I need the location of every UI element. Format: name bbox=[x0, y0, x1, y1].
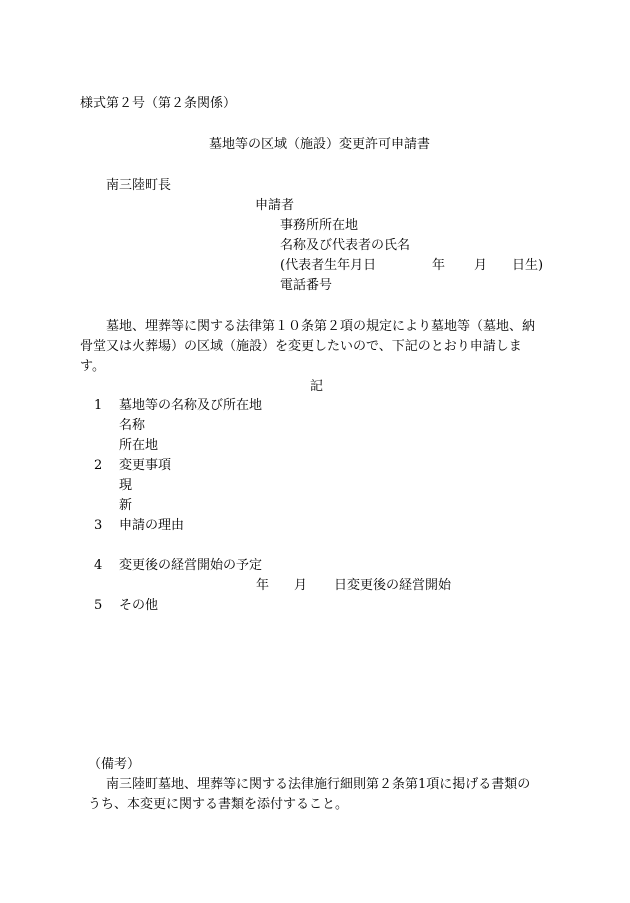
item-4-label: 変更後の経営開始の予定 bbox=[119, 558, 263, 573]
remarks-line-2: うち、本変更に関する書類を添付すること。 bbox=[88, 797, 349, 812]
ki-heading: 記 bbox=[310, 379, 324, 394]
page-title: 墓地等の区域（施設）変更許可申請書 bbox=[209, 137, 431, 152]
applicant-birth-day-suffix: 日生) bbox=[512, 258, 544, 273]
applicant-birth-month-label: 月 bbox=[474, 258, 488, 273]
applicant-birth-year-label: 年 bbox=[432, 258, 446, 273]
item-1-sub-name: 名称 bbox=[119, 418, 146, 433]
applicant-heading: 申請者 bbox=[255, 198, 295, 213]
item-5-number: 5 bbox=[94, 598, 103, 613]
applicant-phone: 電話番号 bbox=[280, 278, 333, 293]
applicant-name: 名称及び代表者の氏名 bbox=[280, 238, 411, 253]
item-4-number: 4 bbox=[94, 558, 103, 573]
body-line-2: 骨堂又は火葬場）の区域（施設）を変更したいので、下記のとおり申請しま bbox=[80, 339, 522, 354]
body-line-1: 墓地、埋葬等に関する法律第１０条第２項の規定により墓地等（墓地、納 bbox=[106, 319, 536, 334]
remarks-line-1: 南三陸町墓地、埋葬等に関する法律施行細則第２条第1項に掲げる書類の bbox=[106, 777, 531, 792]
item-2-sub-new: 新 bbox=[119, 498, 133, 513]
remarks-heading: （備考） bbox=[88, 757, 141, 772]
item-3-number: 3 bbox=[94, 518, 103, 533]
applicant-birthdate-prefix: (代表者生年月日 bbox=[280, 258, 377, 273]
item-1-label: 墓地等の名称及び所在地 bbox=[119, 398, 263, 413]
item-3-label: 申請の理由 bbox=[119, 518, 185, 533]
item-2-number: 2 bbox=[94, 458, 103, 473]
item-5-label: その他 bbox=[119, 598, 159, 613]
addressee: 南三陸町長 bbox=[106, 178, 172, 193]
applicant-office-address: 事務所所在地 bbox=[280, 218, 359, 233]
item-1-sub-address: 所在地 bbox=[119, 438, 159, 453]
item-2-sub-current: 現 bbox=[119, 478, 133, 493]
item-4-month-label: 月 bbox=[294, 578, 308, 593]
item-4-year-label: 年 bbox=[256, 578, 270, 593]
item-2-label: 変更事項 bbox=[119, 458, 172, 473]
body-line-3: す。 bbox=[80, 359, 105, 374]
item-4-day-text: 日変更後の経営開始 bbox=[334, 578, 452, 593]
item-1-number: 1 bbox=[94, 398, 103, 413]
form-number: 様式第２号（第２条関係） bbox=[80, 96, 237, 111]
